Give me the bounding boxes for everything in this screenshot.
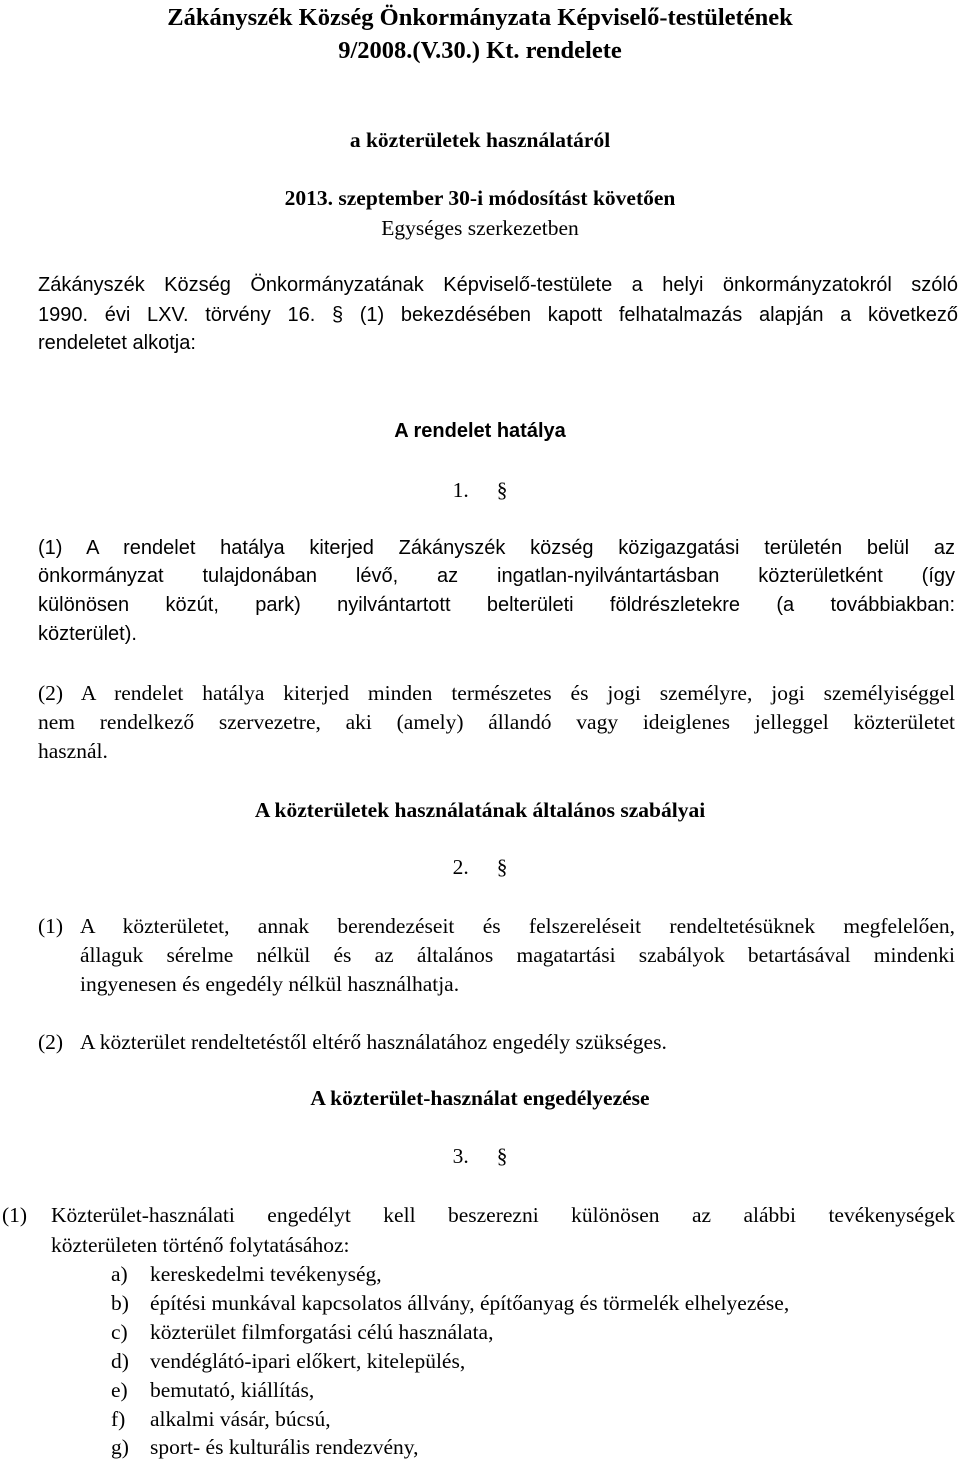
list-item-d-letter: d) <box>111 1349 129 1373</box>
section2-p2-text: A közterület rendeltetéstől eltérő használatához engedély szükséges. <box>80 1030 667 1054</box>
amendment-note: 2013. szeptember 30-i módosítást követően <box>284 186 676 210</box>
section3-number <box>0 1144 960 1169</box>
list-item-b-letter: b) <box>111 1291 129 1315</box>
list-item-f-text: alkalmi vásár, búcsú, <box>150 1407 331 1431</box>
list-item-e-text: bemutató, kiállítás, <box>150 1378 315 1402</box>
section2-p1-line2: állaguk sérelme nélkül és az általános magatartási szabályok betartásával mindenki <box>80 943 955 967</box>
section1-heading: A rendelet hatálya <box>394 420 566 442</box>
list-item-a-text: kereskedelmi tevékenység, <box>150 1262 382 1286</box>
section1-symbol: § <box>496 478 508 502</box>
list-item-g-text: sport- és kulturális rendezvény, <box>150 1435 419 1459</box>
section1-p1-line4: közterület). <box>38 623 137 645</box>
preamble-line1: Zákányszék Község Önkormányzatának Képviselő-testülete a helyi önkormányzatokról szóló <box>38 274 958 296</box>
section2-number-text: 2. <box>452 855 469 879</box>
section2-p2-label: (2) <box>38 1030 64 1054</box>
preamble-line2: 1990. évi LXV. törvény 16. § (1) bekezdésében kapott felhatalmazás alapján a következő <box>38 304 958 326</box>
section3-p1-line1: Közterület-használati engedélyt kell beszerezni különösen az alábbi tevékenységek <box>51 1203 955 1227</box>
document-title-line1: Zákányszék Község Önkormányzata Képviselő-testületének <box>167 4 793 31</box>
list-item-b-text: építési munkával kapcsolatos állvány, építőanyag és törmelék elhelyezése, <box>150 1291 790 1315</box>
section1-p1-line2: önkormányzat tulajdonában lévő, az ingatlan-nyilvántartásban közterületként (így <box>38 565 955 587</box>
section1-p2-line2: nem rendelkező szervezetre, aki (amely) állandó vagy ideiglenes jelleggel közterületet <box>38 710 955 734</box>
document-subject: a közterületek használatáról <box>349 128 611 152</box>
list-item-c-letter: c) <box>111 1320 128 1344</box>
section2-symbol: § <box>496 855 508 879</box>
list-item-g-letter: g) <box>111 1435 129 1459</box>
section1-number <box>0 478 960 503</box>
document-title-line2: 9/2008.(V.30.) Kt. rendelete <box>338 37 622 64</box>
preamble-line3: rendeletet alkotja: <box>38 332 196 354</box>
section3-p1-label: (1) <box>2 1203 28 1227</box>
list-item-d-text: vendéglátó-ipari előkert, kitelepülés, <box>150 1349 466 1373</box>
list-item-a-letter: a) <box>111 1262 128 1286</box>
section3-symbol: § <box>496 1144 508 1168</box>
section2-p1-line1: A közterületet, annak berendezéseit és felszereléseit rendeltetésüknek megfelelően, <box>80 914 955 938</box>
section2-p1-line3: ingyenesen és engedély nélkül használhatja. <box>80 972 460 996</box>
section1-p2-line3: használ. <box>38 739 108 763</box>
section2-heading: A közterületek használatának általános szabályai <box>254 798 706 822</box>
list-item-f-letter: f) <box>111 1407 126 1431</box>
section1-p1-line1: (1) A rendelet hatálya kiterjed Zákányszék község közigazgatási területén belül az <box>38 537 955 559</box>
list-item-e-letter: e) <box>111 1378 128 1402</box>
section1-p1-line3: különösen közút, park) nyilvántartott belterületi földrészletekre (a továbbiakban: <box>38 594 955 616</box>
section1-p2-line1: (2) A rendelet hatálya kiterjed minden természetes és jogi személyre, jogi személyiséggel <box>38 681 955 705</box>
section3-number-text: 3. <box>452 1144 469 1168</box>
section3-heading: A közterület-használat engedélyezése <box>310 1086 650 1110</box>
section2-number <box>0 855 960 880</box>
section2-p1-label: (1) <box>38 914 64 938</box>
section3-p1-line2: közterületen történő folytatásához: <box>51 1233 350 1257</box>
list-item-c-text: közterület filmforgatási célú használata, <box>150 1320 494 1344</box>
consolidated-note: Egységes szerkezetben <box>381 216 579 240</box>
section1-number-text: 1. <box>452 478 469 502</box>
